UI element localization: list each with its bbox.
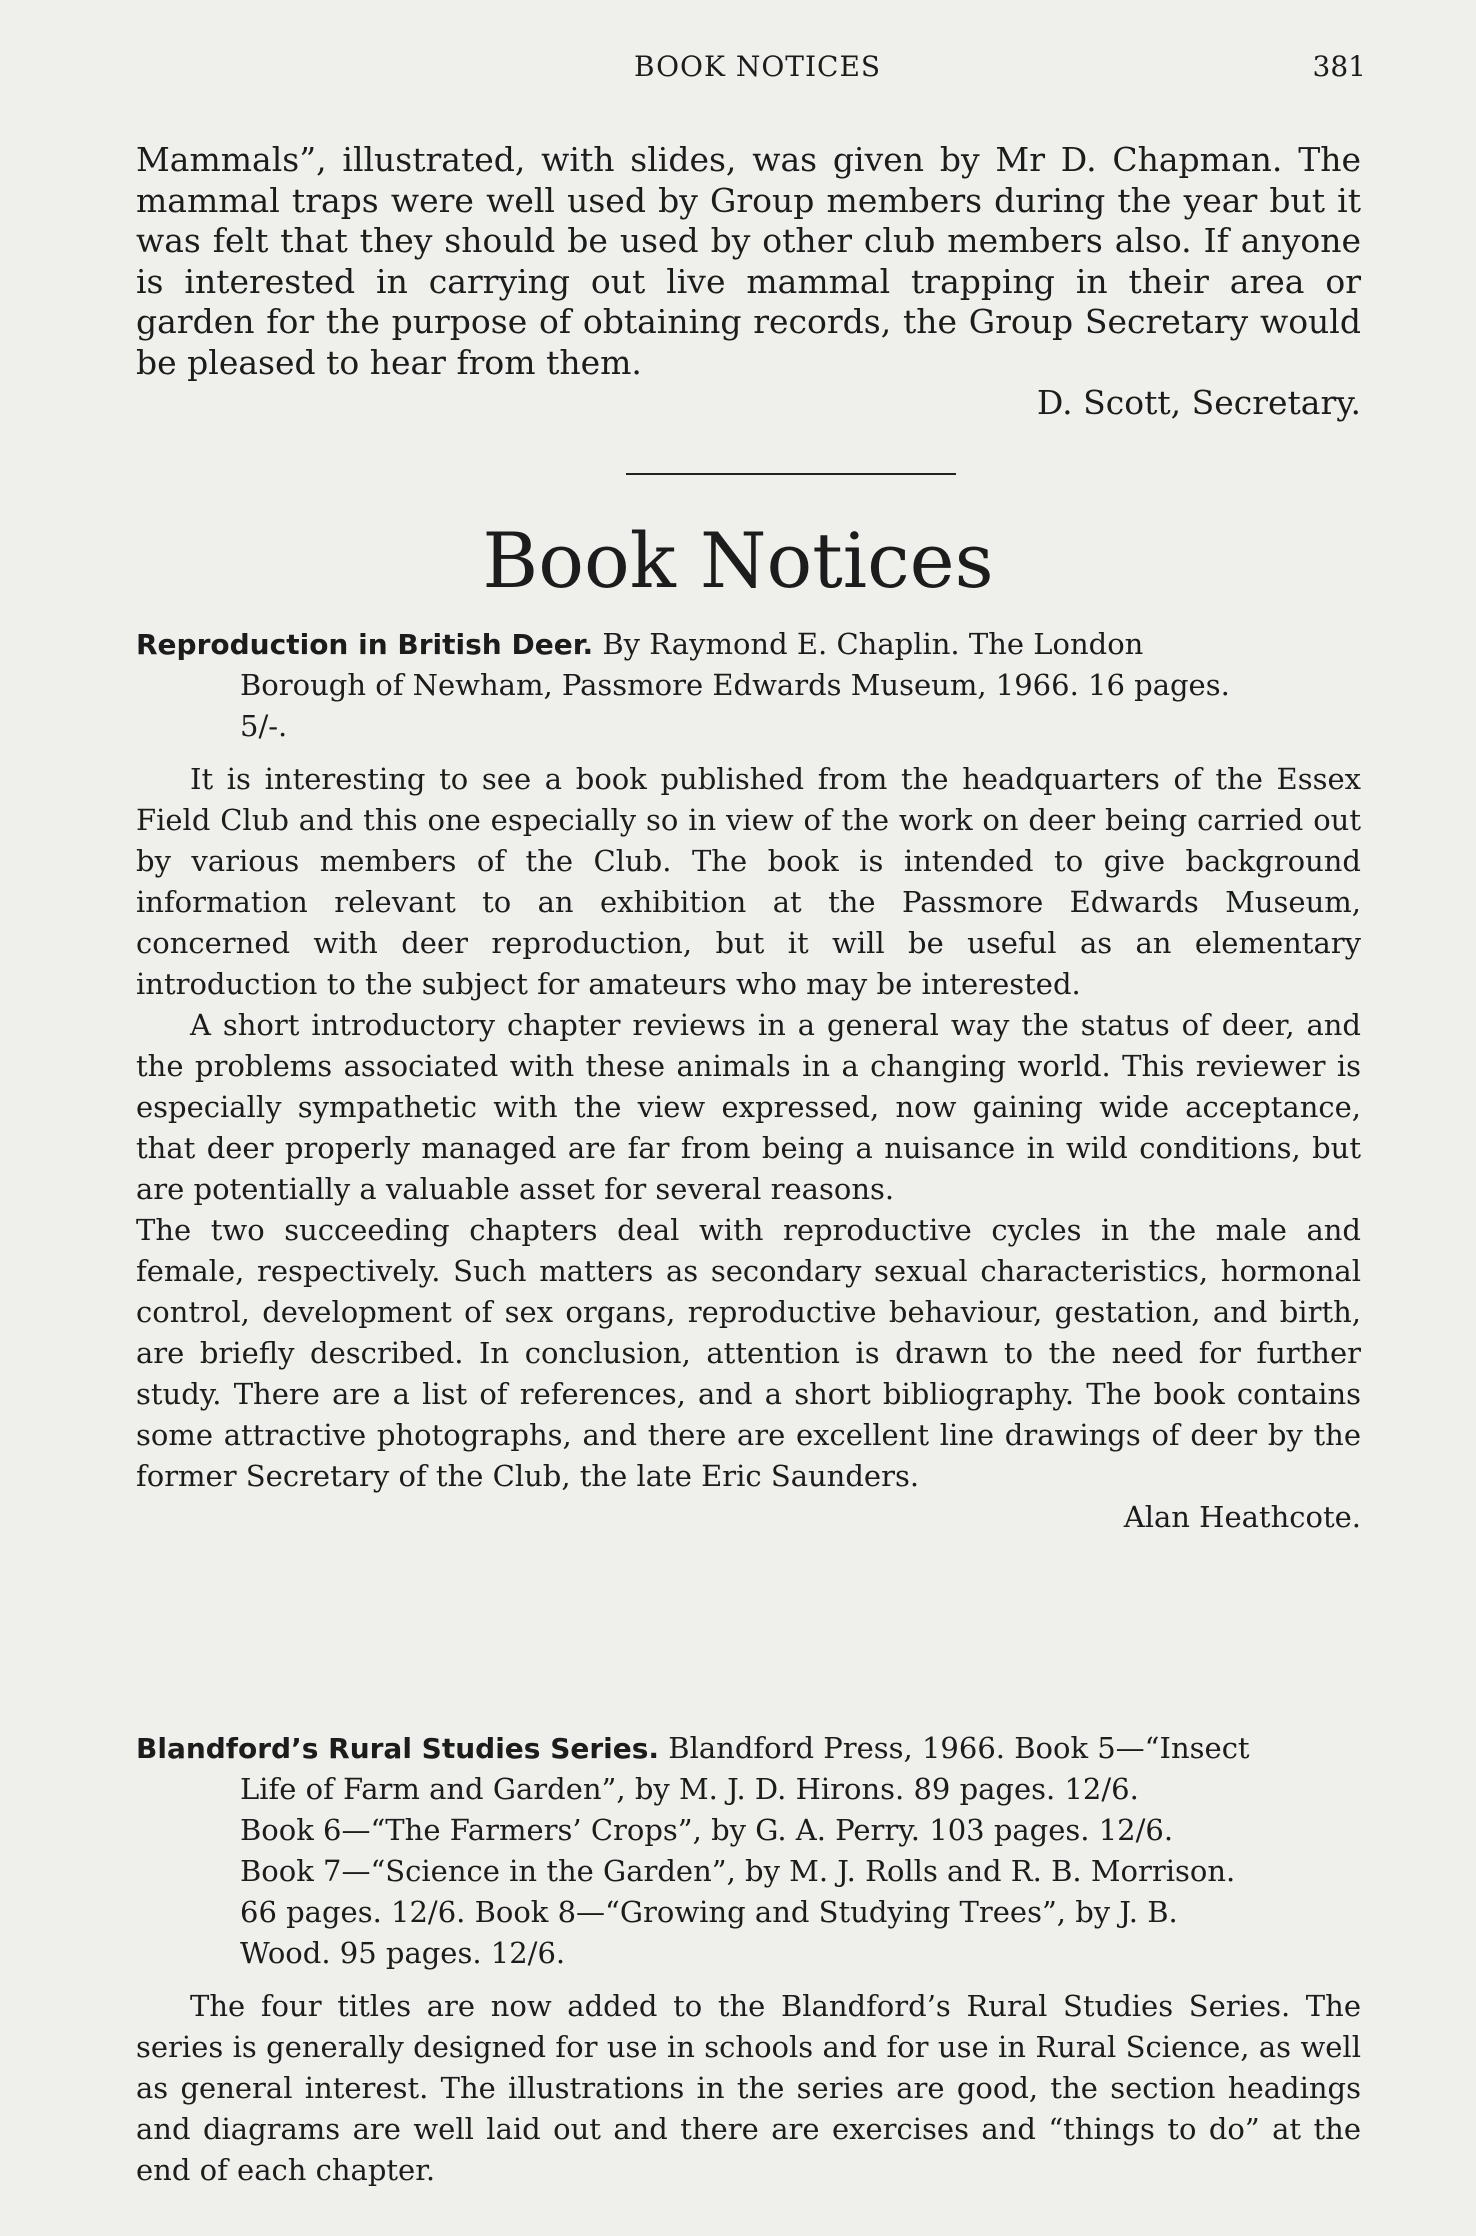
review-deer-book-title: Reproduction in British Deer. xyxy=(136,628,594,661)
review-blandford-citation xyxy=(136,1728,1361,1974)
section-divider xyxy=(626,473,956,475)
intro-signature: D. Scott, Secretary. xyxy=(1036,383,1361,422)
review-deer-citation-line3: 5/-. xyxy=(240,709,288,743)
review-deer-citation-line1: By Raymond E. Chaplin. The London xyxy=(602,627,1144,661)
intro-section xyxy=(136,140,1361,424)
review-blandford-citation-line2: Life of Farm and Garden”, by M. J. D. Hirons. 89 pages. 12/6. xyxy=(240,1772,1139,1806)
review-deer-paragraph-3: The two succeeding chapters deal with reproductive cycles in the male and female, respectively. Such matters as secondary sexual characteristics, hormonal control, development of sex organs, reproductive behaviour, gestation, and birth, are briefly described. In conclusion, attention is drawn to the need for further study. There are a list of references, and a short bibliography. The book contains some attractive photographs, and there are excellent line drawings of deer by the former Secretary of the Club, the late Eric Saunders. xyxy=(136,1213,1361,1493)
running-head xyxy=(0,50,1476,90)
review-blandford-citation-line3: Book 6—“The Farmers’ Crops”, by G. A. Perry. 103 pages. 12/6. xyxy=(240,1813,1174,1847)
intro-paragraph: Mammals”, illustrated, with slides, was given by Mr D. Chapman. The mammal traps were well used by Group members during the year but it was felt that they should be used by other club members also. If anyone is interested in carrying out live mammal trapping in their area or garden for the purpose of obtaining records, the Group Secretary would be pleased to hear from them. xyxy=(136,140,1361,382)
review-blandford xyxy=(136,1728,1361,2191)
review-blandford-citation-line4: Book 7—“Science in the Garden”, by M. J. Rolls and R. B. Morrison. xyxy=(240,1854,1236,1888)
section-title: Book Notices xyxy=(482,516,994,605)
review-deer-citation-line2: Borough of Newham, Passmore Edwards Museum, 1966. 16 pages. xyxy=(240,668,1230,702)
review-blandford-paragraph: The four titles are now added to the Blandford’s Rural Studies Series. The series is generally designed for use in schools and for use in Rural Science, as well as general interest. The illustrations in the series are good, the section headings and diagrams are well laid out and there are exercises and “things to do” at the end of each chapter. xyxy=(136,1989,1361,2187)
running-head-title: BOOK NOTICES xyxy=(634,50,882,83)
review-deer-signature: Alan Heathcote. xyxy=(1123,1500,1361,1534)
review-blandford-book-title: Blandford’s Rural Studies Series. xyxy=(136,1732,660,1765)
review-deer-paragraph-2: A short introductory chapter reviews in a general way the status of deer, and the problems associated with these animals in a changing world. This reviewer is especially sympathetic with the view expressed, now gaining wide acceptance, that deer properly managed are far from being a nuisance in wild conditions, but are potentially a valuable asset for several reasons. xyxy=(136,1008,1361,1206)
page-number: 381 xyxy=(1312,50,1366,83)
review-deer xyxy=(136,624,1361,1538)
review-blandford-citation-line6: Wood. 95 pages. 12/6. xyxy=(240,1936,566,1970)
review-deer-citation xyxy=(136,624,1361,747)
review-blandford-citation-line1: Blandford Press, 1966. Book 5—“Insect xyxy=(668,1731,1250,1765)
review-deer-paragraph-1: It is interesting to see a book published from the headquarters of the Essex Field Club and this one especially so in view of the work on deer being carried out by various members of the Club. The book is intended to give background information relevant to an exhibition at the Passmore Edwards Museum, concerned with deer reproduction, but it will be useful as an elementary introduction to the subject for amateurs who may be interested. xyxy=(136,762,1361,1001)
review-blandford-citation-line5: 66 pages. 12/6. Book 8—“Growing and Studying Trees”, by J. B. xyxy=(240,1895,1178,1929)
